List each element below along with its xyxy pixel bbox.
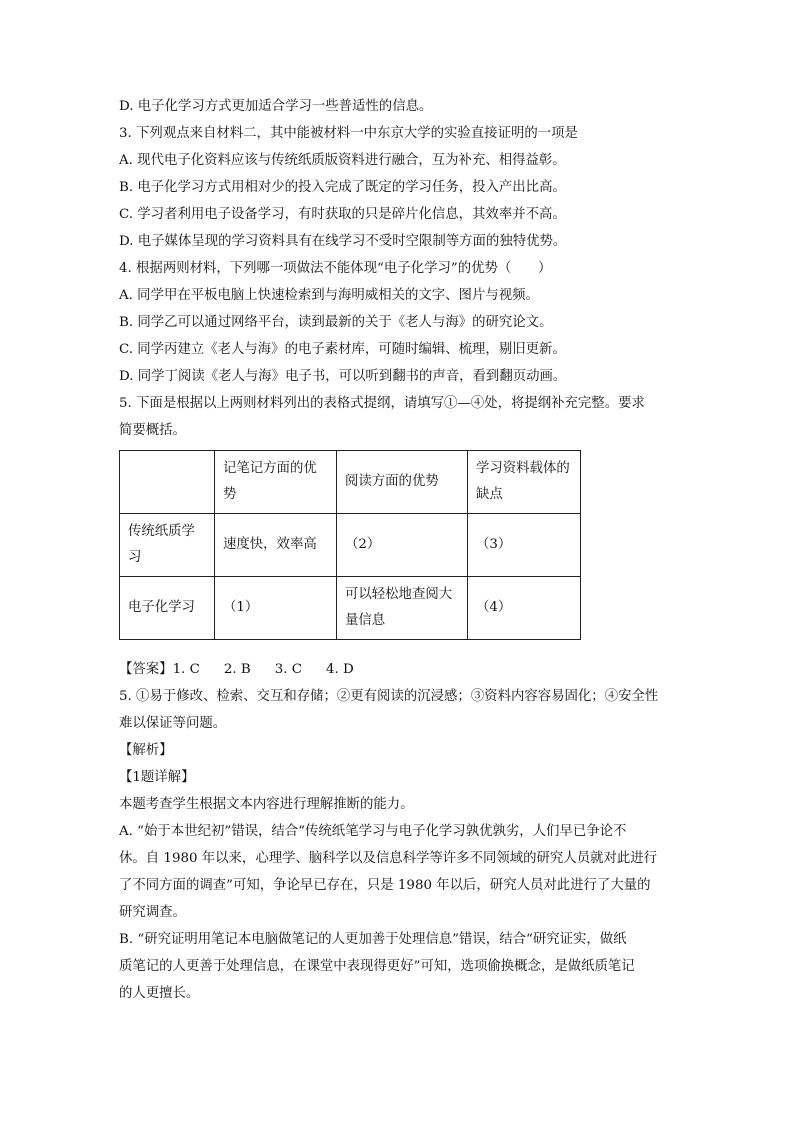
question-5-stem-cont: 简要概括。: [119, 423, 186, 438]
question-block: [119, 93, 679, 444]
option-line: A. 同学甲在平板电脑上快速检索到与海明威相关的文字、图片与视频。: [119, 288, 539, 303]
answer-q5: 5. ①易于修改、检索、交互和存储；②更有阅读的沉浸感；③资料内容容易固化；④安全性: [119, 689, 659, 704]
question-4-stem: 4. 根据两则材料，下列哪一项做法不能体现“电子化学习”的优势（ ）: [119, 261, 552, 276]
table-cell: [120, 451, 215, 514]
answer-item: 4. D: [326, 662, 354, 677]
analysis-intro: 本题考查学生根据文本内容进行理解推断的能力。: [119, 797, 414, 812]
answer-item: 3. C: [274, 662, 302, 677]
table-cell: （1）: [215, 577, 337, 640]
analysis-line: 质笔记的人更善于处理信息，在课堂中表现得更好”可知，选项偷换概念，是做纸质笔记: [119, 959, 635, 974]
answer-label: 【答案】: [119, 662, 173, 677]
analysis-label: 【解析】: [119, 743, 173, 758]
option-line: D. 电子媒体呈现的学习资料具有在线学习不受时空限制等方面的独特优势。: [119, 234, 567, 249]
answer-item: 2. B: [223, 662, 251, 677]
table-header-cell: 记笔记方面的优势: [215, 451, 337, 514]
table-row-label: 传统纸质学习: [120, 514, 215, 577]
answer-line: [119, 656, 679, 683]
table-row: [120, 514, 581, 577]
outline-table: [119, 450, 581, 640]
table-header-cell: 阅读方面的优势: [337, 451, 468, 514]
answer-block: [119, 656, 679, 737]
answer-q5-cont: 难以保证等问题。: [119, 716, 227, 731]
document-page: [119, 93, 679, 1007]
table-cell: （2）: [337, 514, 468, 577]
option-line: A. 现代电子化资料应该与传统纸质版资料进行融合，互为补充、相得益彰。: [119, 153, 566, 168]
analysis-sub-label: 【1题详解】: [119, 770, 195, 785]
analysis-line: B. “研究证明用笔记本电脑做笔记的人更加善于处理信息”错误，结合“研究证实，做纸: [119, 932, 627, 947]
table-header-cell: 学习资料载体的缺点: [468, 451, 581, 514]
analysis-line: A. “始于本世纪初”错误，结合“传统纸笔学习与电子化学习孰优孰劣，人们早已争论不: [119, 824, 627, 839]
analysis-line: 了不同方面的调查”可知，争论早已存在，只是 1980 年以后，研究人员对此进行了大量的: [119, 878, 651, 893]
option-line: B. 同学乙可以通过网络平台，读到最新的关于《老人与海》的研究论文。: [119, 315, 553, 330]
table-cell: （3）: [468, 514, 581, 577]
analysis-line: 的人更擅长。: [119, 986, 200, 1001]
option-line: B. 电子化学习方式用相对少的投入完成了既定的学习任务，投入产出比高。: [119, 180, 566, 195]
table-header-row: [120, 451, 581, 514]
table-row-label: 电子化学习: [120, 577, 215, 640]
text-line: D. 电子化学习方式更加适合学习一些普适性的信息。: [119, 99, 433, 114]
question-5-stem: 5. 下面是根据以上两则材料列出的表格式提纲，请填写①—④处，将提纲补充完整。要求: [119, 396, 645, 411]
option-line: C. 同学丙建立《老人与海》的电子素材库，可随时编辑、梳理，剔旧更新。: [119, 342, 566, 357]
table-cell: 速度快，效率高: [215, 514, 337, 577]
option-line: C. 学习者利用电子设备学习，有时获取的只是碎片化信息，其效率并不高。: [119, 207, 566, 222]
table-cell: 可以轻松地查阅大量信息: [337, 577, 468, 640]
analysis-line: 休。自 1980 年以来，心理学、脑科学以及信息科学等许多不同领域的研究人员就对此进行: [119, 851, 658, 866]
question-3-stem: 3. 下列观点来自材料二，其中能被材料一中东京大学的实验直接证明的一项是: [119, 126, 578, 141]
analysis-line: 研究调查。: [119, 905, 186, 920]
answer-item: 1. C: [172, 662, 200, 677]
option-line: D. 同学丁阅读《老人与海》电子书，可以听到翻书的声音，看到翻页动画。: [119, 369, 567, 384]
analysis-block: [119, 737, 679, 1007]
table-cell: （4）: [468, 577, 581, 640]
table-row: [120, 577, 581, 640]
